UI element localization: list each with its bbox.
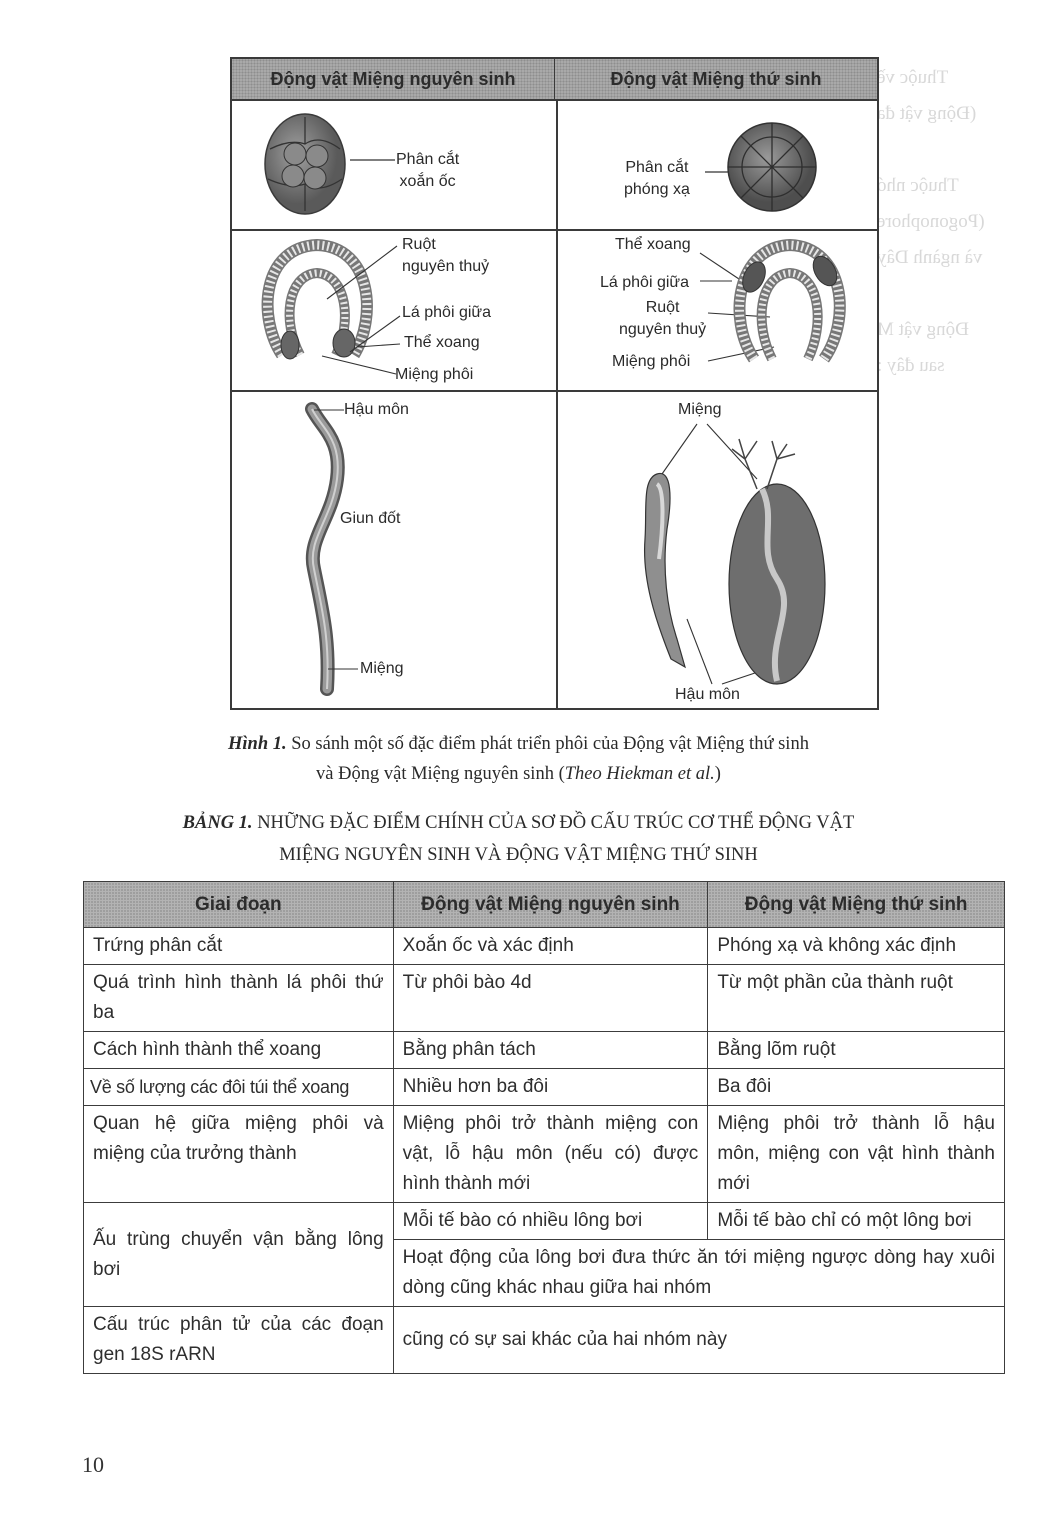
leader-line <box>314 408 344 412</box>
table-row: Quá trình hình thành lá phôi thứ ba Từ phôi bào 4d Từ một phần của thành ruột <box>84 965 1005 1032</box>
leader-line <box>328 667 358 671</box>
deuterostome-gastrula-icon <box>732 239 847 369</box>
table-title-line1: BẢNG 1. NHỮNG ĐẶC ĐIỂM CHÍNH CỦA SƠ ĐỒ CẤU TRÚC CƠ THỂ ĐỘNG VẬT <box>182 813 855 833</box>
table-row: Cách hình thành thể xoang Bằng phân tách Bằng lõm ruột <box>84 1032 1005 1069</box>
page-number: 10 <box>82 1452 104 1477</box>
table-row: Ấu trùng chuyển vận bằng lông bơi Mỗi tế bào có nhiều lông bơi Mỗi tế bào chỉ có một lông bơi <box>84 1203 1005 1240</box>
label-radial-cleavage: Phân cắt phóng xạ <box>624 159 690 198</box>
spiral-cleavage-embryo-icon <box>260 109 350 219</box>
table-row: Về số lượng các đôi túi thể xoang Nhiều hơn ba đôi Ba đôi <box>84 1069 1005 1106</box>
radial-cleavage-embryo-icon <box>727 117 817 217</box>
bleed-through-text: Thuộc về (Động vật đa Thuộc nhó (Pogonophore và ngành Dây Động vật M sau đây : <box>877 67 985 376</box>
label-spiral-cleavage: Phân cắt xoắn ốc <box>396 151 460 190</box>
header-deuterostome: Động vật Miệng thứ sinh <box>708 882 1005 928</box>
label-primitive-gut: Ruột nguyên thuỷ <box>402 236 490 275</box>
leader-lines <box>302 244 402 379</box>
figure-row-divider <box>232 390 877 392</box>
table-row: Quan hệ giữa miệng phôi và miệng của trưởng thành Miệng phôi trở thành miệng con vật, lỗ hậu môn (nếu có) được hình thành mới Miệng phôi trở thành lỗ hậu môn, miệng con vật hình thành mới <box>84 1106 1005 1203</box>
header-protostome: Động vật Miệng nguyên sinh <box>393 882 708 928</box>
figure-header-protostome: Động vật Miệng nguyên sinh <box>232 59 555 99</box>
figure-header <box>232 59 877 101</box>
label-coelom: Thể xoang <box>615 236 691 253</box>
comparison-table <box>83 881 1005 1374</box>
label-anus: Hậu môn <box>344 401 409 418</box>
figure-header-deuterostome: Động vật Miệng thứ sinh <box>610 68 822 89</box>
label-anus: Hậu môn <box>675 686 740 703</box>
table-row: Trứng phân cắt Xoắn ốc và xác định Phóng xạ và không xác định <box>84 928 1005 965</box>
label-coelom: Thể xoang <box>404 334 480 351</box>
header-stage: Giai đoạn <box>84 882 394 928</box>
table-header-row <box>84 882 1005 928</box>
table-row: Cấu trúc phân tử của các đoạn gen 18S rARN cũng có sự sai khác của hai nhóm này <box>84 1307 1005 1374</box>
label-mesoderm: Lá phôi giữa <box>600 274 689 291</box>
figure-row-divider <box>232 229 877 231</box>
annelid-worm-icon <box>302 399 362 699</box>
label-mouth: Miệng <box>678 401 722 418</box>
label-blastopore: Miệng phôi <box>612 353 691 370</box>
deuterostome-animals-icon <box>627 419 867 689</box>
figure-column-divider <box>556 101 558 708</box>
leader-line <box>350 158 395 162</box>
table-title-line2: MIỆNG NGUYÊN SINH VÀ ĐỘNG VẬT MIỆNG THỨ SINH <box>279 845 758 865</box>
label-blastopore: Miệng phôi <box>395 366 474 383</box>
label-annelid: Giun đốt <box>340 510 401 527</box>
figure-1 <box>230 57 879 710</box>
label-mesoderm: Lá phôi giữa <box>402 304 491 321</box>
figure-caption-line2: và Động vật Miệng nguyên sinh (Theo Hiekman et al.) <box>316 764 721 784</box>
label-primitive-gut: Ruột nguyên thuỷ <box>619 299 707 338</box>
table-row: Hoạt động của lông bơi đưa thức ăn tới miệng ngược dòng hay xuôi dòng cũng khác nhau giữa hai nhóm <box>84 1240 1005 1307</box>
figure-caption-line1: Hình 1. So sánh một số đặc điểm phát triển phôi của Động vật Miệng thứ sinh <box>228 734 809 754</box>
label-mouth: Miệng <box>360 660 404 677</box>
